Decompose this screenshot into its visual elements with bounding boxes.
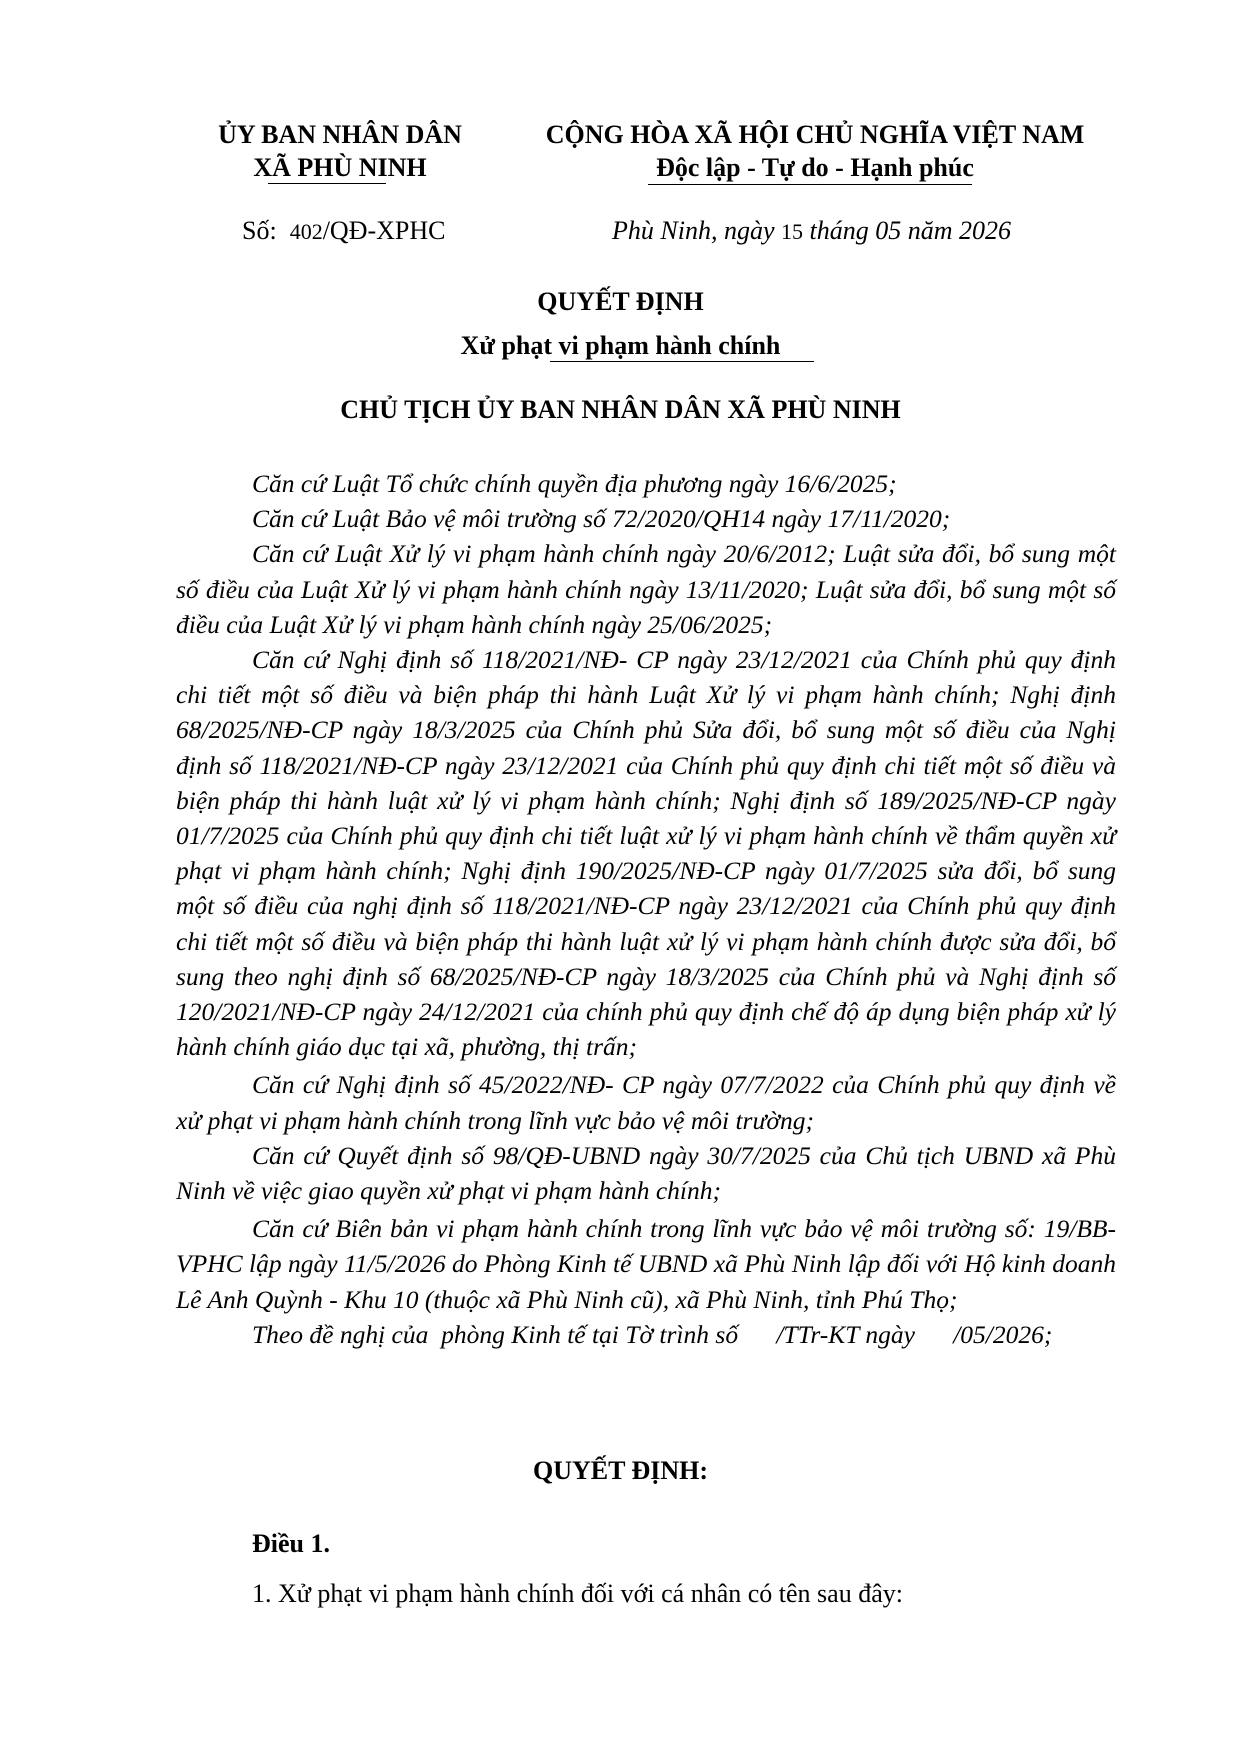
issuing-authority: CHỦ TỊCH ỦY BAN NHÂN DÂN XÃ PHÙ NINH: [340, 395, 901, 424]
commune-name: XÃ PHÙ NINH: [253, 153, 427, 182]
basis-paragraph: Căn cứ Nghị định số 118/2021/NĐ- CP ngày 23/12/2021 của Chính phủ quy định chi tiết một số điều và biện pháp thi hành Luật Xử lý vi phạm hành chính; Nghị định 68/2025/NĐ-CP ngày 18/3/2025 của Chính phủ Sửa đổi, bổ sung một số điều của Nghị định số 118/2021/NĐ-CP ngày 23/12/2021 của Chính phủ quy định chi tiết một số điều và biện pháp thi hành luật xử lý vi phạm hành chính; Nghị định số 189/2025/NĐ-CP ngày 01/7/2025 của Chính phủ quy định chi tiết luật xử lý vi phạm hành chính về thẩm quyền xử phạt vi phạm hành chính; Nghị định 190/2025/NĐ-CP ngày 01/7/2025 sửa đổi, bổ sung một số điều của nghị định số 118/2021/NĐ-CP ngày 23/12/2021 của Chính phủ quy định chi tiết một số điều và biện pháp thi hành luật xử lý vi phạm hành chính được sửa đổi, bổ sung theo nghị định số 68/2025/NĐ-CP ngày 18/3/2025 của Chính phủ và Nghị định số 120/2021/NĐ-CP ngày 24/12/2021 của chính phủ quy định chế độ áp dụng biện pháp xử lý hành chính giáo dục tại xã, phường, thị trấn;: [176, 645, 1116, 1062]
agency-name: ỦY BAN NHÂN DÂN: [218, 120, 462, 149]
national-header: [515, 118, 1115, 184]
number-value: 402: [289, 219, 323, 244]
article-item: 1. Xử phạt vi phạm hành chính đối với cá nhân có tên sau đây:: [252, 1579, 903, 1608]
basis-paragraph: Căn cứ Nghị định số 45/2022/NĐ- CP ngày 07/7/2022 của Chính phủ quy định về xử phạt vi phạm hành chính trong lĩnh vực bảo vệ môi trường;: [176, 1070, 1116, 1135]
basis-paragraph: Căn cứ Biên bản vi phạm hành chính trong lĩnh vực bảo vệ môi trường số: 19/BB-VPHC lập ngày 11/5/2026 do Phòng Kinh tế UBND xã Phù Ninh lập đối với Hộ kinh doanh Lê Anh Quỳnh - Khu 10 (thuộc xã Phù Ninh cũ), xã Phù Ninh, tỉnh Phú Thọ;: [176, 1214, 1116, 1314]
number-prefix: Số:: [242, 216, 277, 245]
number-suffix: /QĐ-XPHC: [322, 216, 446, 245]
legal-bases: [176, 466, 1116, 1352]
date-prefix: Phù Ninh, ngày: [612, 216, 775, 245]
subject-underline: [550, 361, 814, 362]
agency-underline: [268, 183, 386, 184]
basis-paragraph: Căn cứ Luật Tổ chức chính quyền địa phương ngày 16/6/2025;: [252, 469, 897, 498]
basis-paragraph: Căn cứ Luật Xử lý vi phạm hành chính ngày 20/6/2012; Luật sửa đổi, bổ sung một số điều của Luật Xử lý vi phạm hành chính ngày 13/11/2020; Luật sửa đổi, bổ sung một số điều của Luật Xử lý vi phạm hành chính ngày 25/06/2025;: [176, 539, 1116, 639]
document-number: [242, 216, 445, 247]
national-motto: Độc lập - Tự do - Hạnh phúc: [656, 153, 974, 182]
document-type: QUYẾT ĐỊNH: [537, 287, 704, 316]
issuing-agency: [200, 118, 480, 184]
basis-paragraph: Căn cứ Quyết định số 98/QĐ-UBND ngày 30/7/2025 của Chủ tịch UBND xã Phù Ninh về việc giao quyền xử phạt vi phạm hành chính;: [176, 1140, 1116, 1206]
article-heading: Điều 1.: [252, 1529, 330, 1558]
decision-heading: QUYẾT ĐỊNH:: [532, 1456, 709, 1485]
basis-paragraph: Căn cứ Luật Bảo vệ môi trường số 72/2020/QH14 ngày 17/11/2020;: [252, 504, 951, 534]
document-subject: Xử phạt vi phạm hành chính: [460, 331, 781, 360]
date-day: 15: [781, 219, 803, 244]
country-name: CỘNG HÒA XÃ HỘI CHỦ NGHĨA VIỆT NAM: [545, 120, 1085, 149]
document-date: [612, 216, 1011, 247]
proposal-paragraph: Theo đề nghị của phòng Kinh tế tại Tờ trình số /TTr-KT ngày /05/2026;: [252, 1319, 1053, 1349]
motto-underline: [648, 184, 972, 185]
date-suffix: tháng 05 năm 2026: [809, 216, 1011, 245]
